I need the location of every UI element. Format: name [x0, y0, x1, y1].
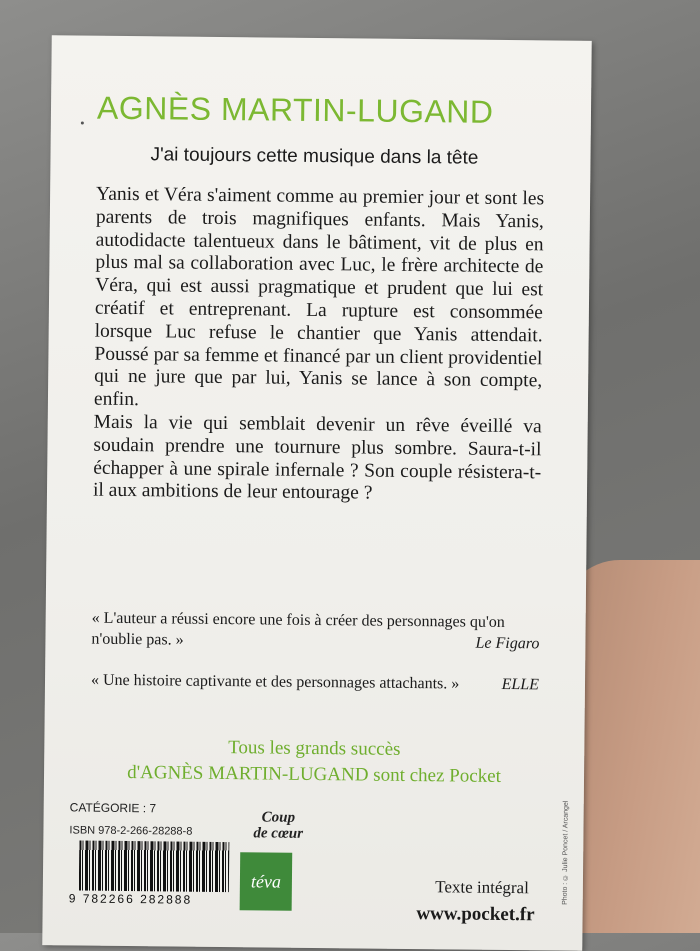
coup-line-1: Coup: [261, 809, 296, 826]
summary-paragraph-1: Yanis et Véra s'aiment comme au premier jour et sont les parents de trois magnifiques enfants. Mais Yanis, autodidacte talentueux dans le bâtiment, vit de plus en plus mal sa collaboration avec Luc, le frère architecte de Véra, qui est aussi pragmatique et prudent que lui est créatif et entreprenant. La rupture est consommée lorsque Luc refuse le chantier que Yanis attendait. Poussé par sa femme et financé par un client providentiel qui ne jure que par lui, Yanis se lance à son compte, enfin.: [93, 183, 545, 411]
speck: [81, 122, 84, 125]
teva-logo: téva: [240, 852, 293, 911]
promo-line-2: d'AGNÈS MARTIN-LUGAND sont chez Pocket: [127, 762, 502, 787]
summary-paragraph-2: Mais la vie qui semblait devenir un rêve éveillé va soudain prendre une tournure plus sombre. Saura-t-il échapper à une spirale infernale ? Son couple résistera-t-il aux ambitions de leur entourage ?: [92, 411, 542, 504]
book-title: J'ai toujours cette musique dans la tête: [150, 144, 479, 169]
press-quote-1: [91, 608, 539, 655]
barcode-digits: 9 782266 282888: [68, 891, 193, 907]
publisher-website: www.pocket.fr: [416, 903, 535, 926]
barcode-bars: [79, 841, 230, 893]
book-back-cover: [42, 35, 591, 951]
category-label: CATÉGORIE : 7: [69, 800, 157, 816]
texte-integral-label: Texte intégral: [435, 877, 529, 898]
quote-source: ELLE: [501, 675, 540, 694]
quote-source: Le Figaro: [475, 634, 540, 653]
quote-text: « L'auteur a réussi encore une fois à créer des personnages qu'on n'oublie pas. »: [91, 609, 505, 649]
press-quote-2: [91, 670, 539, 696]
barcode: [68, 840, 230, 907]
coup-de-coeur-label: [253, 809, 303, 842]
photo-credit: Photo : © Julie Poncet / Arcangel: [561, 800, 570, 905]
summary-text: [93, 184, 544, 508]
coup-line-2: de cœur: [253, 825, 304, 842]
promo-line-1: Tous les grands succès: [228, 737, 401, 760]
isbn-label: ISBN 978-2-266-28288-8: [69, 824, 193, 838]
author-name: AGNÈS MARTIN-LUGAND: [96, 89, 494, 130]
quote-text: « Une histoire captivante et des personnages attachants. »: [90, 671, 460, 693]
